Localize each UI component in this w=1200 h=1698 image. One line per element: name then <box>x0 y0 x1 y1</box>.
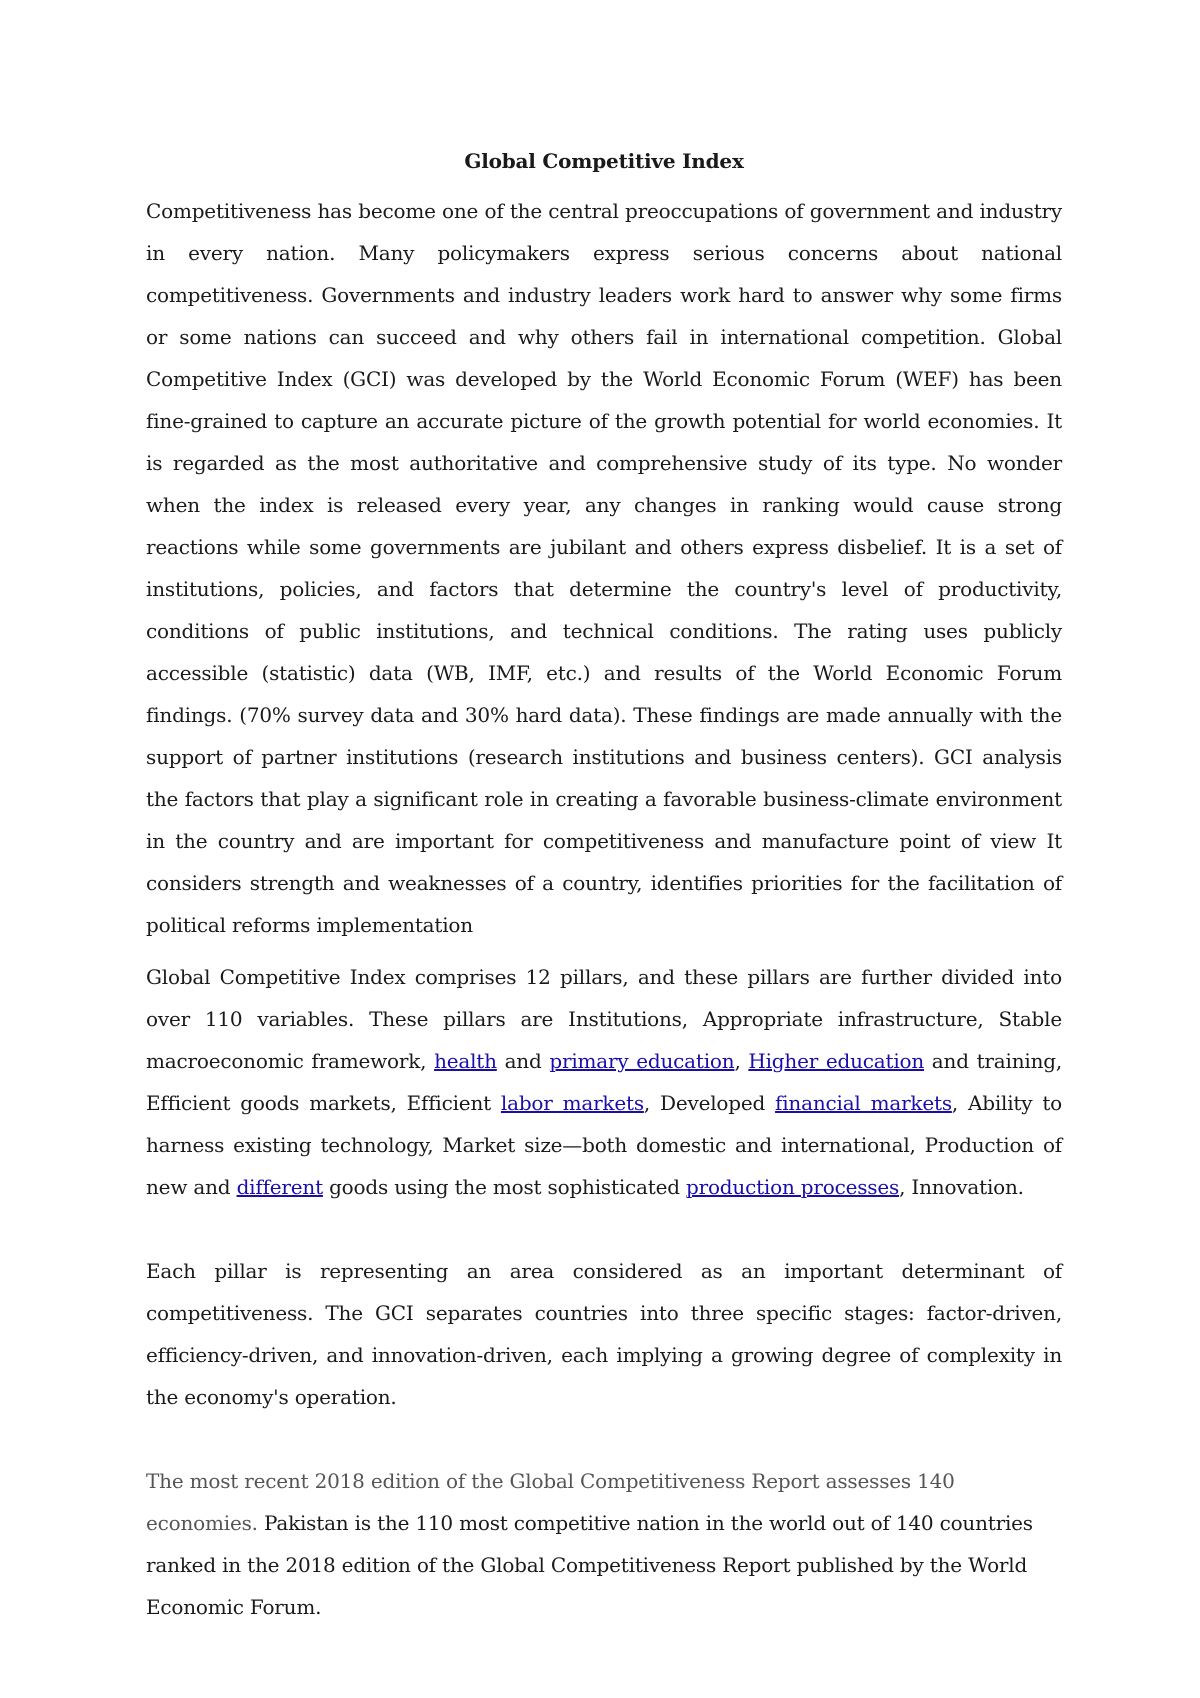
pillars-text-8: , Innovation. <box>899 1175 1024 1199</box>
link-labor-markets[interactable]: labor markets <box>500 1091 644 1115</box>
paragraph-pillars <box>146 956 1062 1208</box>
link-different[interactable]: different <box>236 1175 323 1199</box>
pillars-text-4: and training, Efficient goods markets, Efficient <box>146 1049 1063 1115</box>
pillars-text-1: Global Competitive Index comprises 12 pillars, and these pillars are further divided into over 110 variables. These pillars are Institutions, Appropriate infrastructure, Stable macroeconomic framework, <box>146 965 1062 1073</box>
pillars-text-2: and <box>496 1049 550 1073</box>
link-financial-markets[interactable]: financial markets <box>775 1091 952 1115</box>
ranking-text-1: The most recent 2018 edition of the Global Competitiveness Report assesses 140 economies. <box>146 1469 955 1535</box>
pillars-text-7: goods using the most sophisticated <box>322 1175 686 1199</box>
pillars-text-3: , <box>734 1049 749 1073</box>
ranking-text-2: Pakistan is the 110 most competitive nation in the world out of 140 countries ranked in the 2018 edition of the Global Competitiveness Report published by the World Economic Forum. <box>146 1511 1033 1619</box>
link-primary-education[interactable]: primary education <box>549 1049 735 1073</box>
paragraph-intro: Competitiveness has become one of the central preoccupations of government and industry in every nation. Many policymakers express serious concerns about national competitiveness. Governments and industry leaders work hard to answer why some firms or some nations can succeed and why others fail in international competition. Global Competitive Index (GCI) was developed by the World Economic Forum (WEF) has been fine-grained to capture an accurate picture of the growth potential for world economies. It is regarded as the most authoritative and comprehensive study of its type. No wonder when the index is released every year, any changes in ranking would cause strong reactions while some governments are jubilant and others express disbelief. It is a set of institutions, policies, and factors that determine the country's level of productivity, conditions of public institutions, and technical conditions. The rating uses publicly accessible (statistic) data (WB, IMF, etc.) and results of the World Economic Forum findings. (70% survey data and 30% hard data). These findings are made annually with the support of partner institutions (research institutions and business centers). GCI analysis the factors that play a significant role in creating a favorable business-climate environment in the country and are important for competitiveness and manufacture point of view It considers strength and weaknesses of a country, identifies priorities for the facilitation of political reforms implementation <box>146 199 1062 937</box>
paragraph-stages: Each pillar is representing an area considered as an important determinant of competitiveness. The GCI separates countries into three specific stages: factor-driven, efficiency-driven, and innovation-driven, each implying a growing degree of complexity in the economy's operation. <box>146 1259 1062 1409</box>
link-health[interactable]: health <box>434 1049 497 1073</box>
link-production-processes[interactable]: production processes <box>686 1175 900 1199</box>
link-higher-education[interactable]: Higher education <box>748 1049 925 1073</box>
pillars-text-5: , Developed <box>643 1091 776 1115</box>
paragraph-ranking <box>146 1460 1062 1628</box>
pillars-text-6: , Ability to harness existing technology, Market size—both domestic and international, Production of new and <box>146 1091 1062 1199</box>
document-title: Global Competitive Index <box>464 149 744 173</box>
document-page <box>146 140 1062 1628</box>
